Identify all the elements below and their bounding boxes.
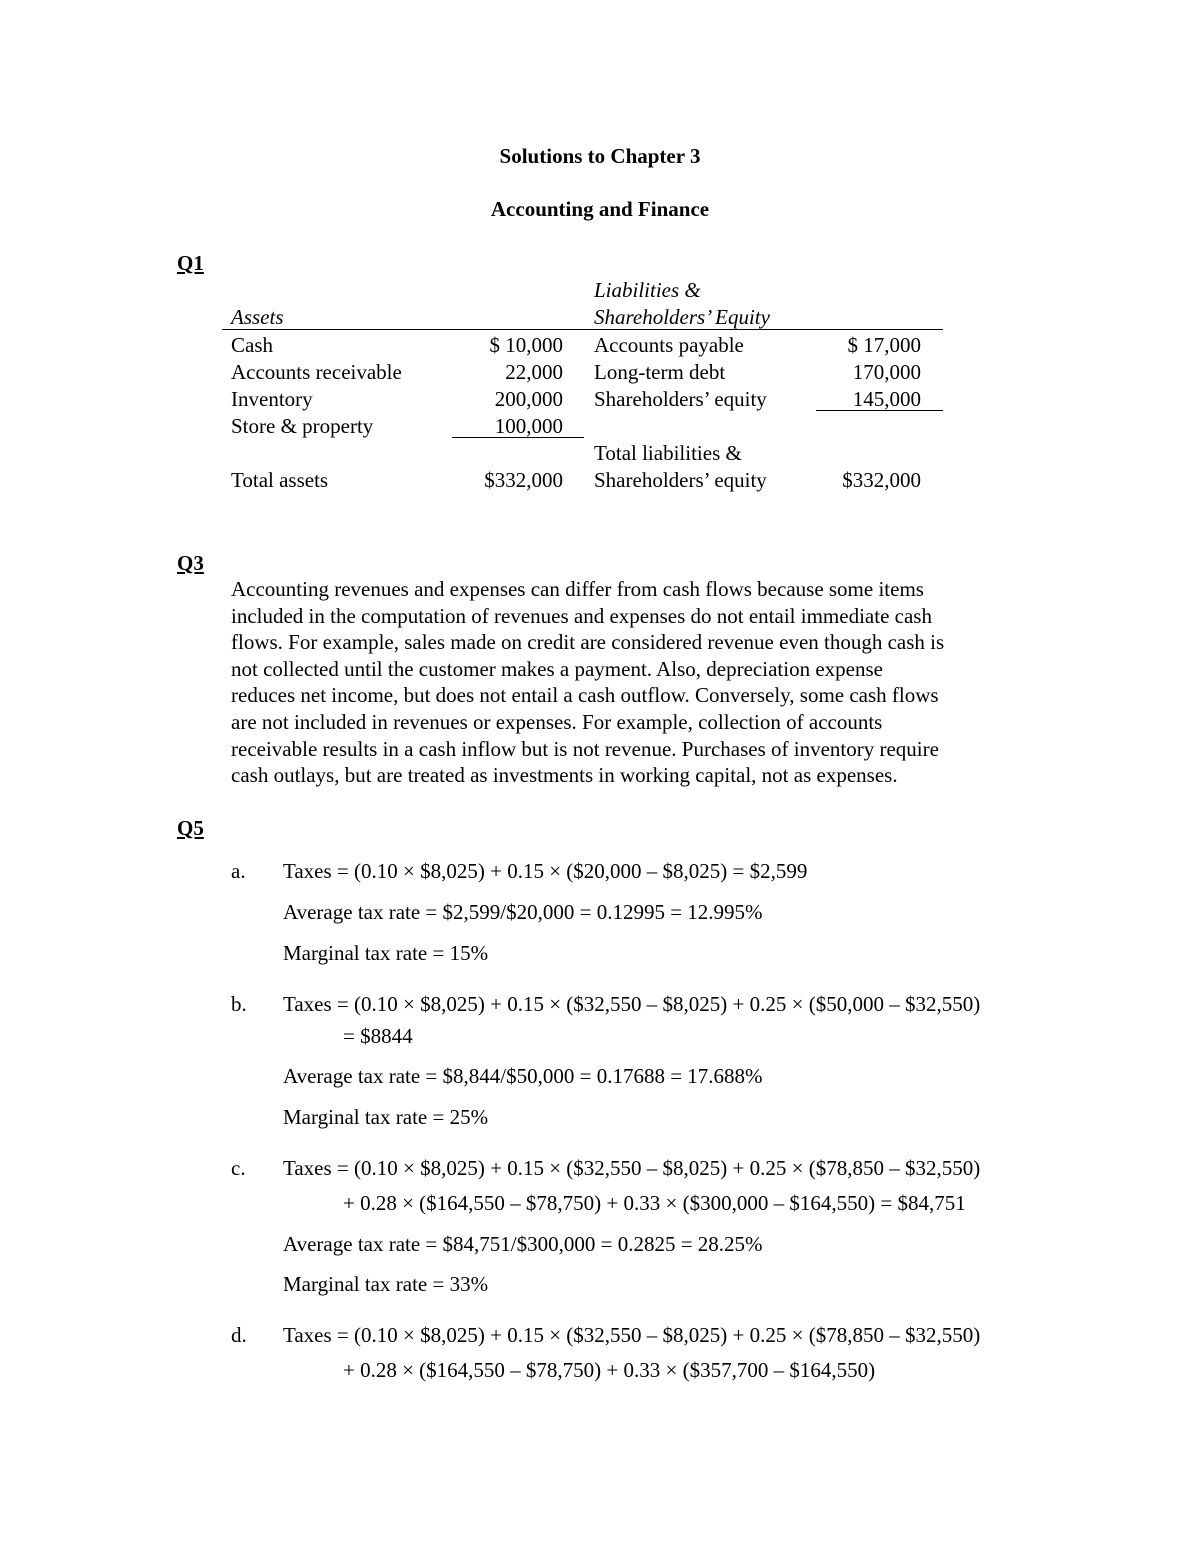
- part-a-letter: a.: [231, 859, 246, 883]
- total-liabilities-label-line2: Shareholders’ equity: [594, 468, 767, 492]
- part-d-taxes-line2: + 0.28 × ($164,550 – $78,750) + 0.33 × ($357,700 – $164,550): [343, 1358, 876, 1382]
- part-a-taxes: Taxes = (0.10 × $8,025) + 0.15 × ($20,000 – $8,025) = $2,599: [283, 859, 808, 883]
- paragraph-line: Accounting revenues and expenses can differ from cash flows because some items: [231, 577, 924, 601]
- part-d-taxes-line1: Taxes = (0.10 × $8,025) + 0.15 × ($32,550 – $8,025) + 0.25 × ($78,850 – $32,550): [283, 1323, 981, 1347]
- part-b-marginal-rate: Marginal tax rate = 25%: [283, 1105, 489, 1129]
- page-title: Solutions to Chapter 3: [499, 144, 701, 168]
- assets-subtotal-rule: [452, 437, 584, 438]
- asset-label: Inventory: [231, 387, 313, 411]
- part-d-letter: d.: [231, 1323, 247, 1347]
- part-b-letter: b.: [231, 992, 247, 1016]
- q5-heading: Q5: [177, 816, 204, 840]
- liability-value: 145,000: [852, 387, 921, 411]
- part-c-marginal-rate: Marginal tax rate = 33%: [283, 1272, 489, 1296]
- part-b-average-rate: Average tax rate = $8,844/$50,000 = 0.17688 = 17.688%: [283, 1064, 763, 1088]
- part-a-average-rate: Average tax rate = $2,599/$20,000 = 0.12995 = 12.995%: [283, 900, 763, 924]
- part-c-letter: c.: [231, 1156, 246, 1180]
- asset-value: 100,000: [494, 414, 563, 438]
- part-b-taxes-line2: = $8844: [343, 1024, 413, 1048]
- q3-heading: Q3: [177, 551, 204, 575]
- asset-value: 200,000: [494, 387, 563, 411]
- paragraph-line: reduces net income, but does not entail a cash outflow. Conversely, some cash flows: [231, 683, 939, 708]
- part-a-marginal-rate: Marginal tax rate = 15%: [283, 941, 489, 965]
- total-liabilities-label-line1: Total liabilities &: [594, 441, 742, 465]
- paragraph-line: cash outlays, but are treated as investments in working capital, not as expenses.: [231, 763, 898, 788]
- paragraph-line: receivable results in a cash inflow but is not revenue. Purchases of inventory require: [231, 736, 939, 761]
- paragraph-line: flows. For example, sales made on credit are considered revenue even though cash is: [231, 630, 945, 655]
- liabilities-subtotal-rule: [816, 410, 943, 411]
- part-c-taxes-line2: + 0.28 × ($164,550 – $78,750) + 0.33 × ($300,000 – $164,550) = $84,751: [343, 1191, 966, 1215]
- q3-paragraph: [231, 576, 1051, 789]
- asset-label: Store & property: [231, 414, 374, 438]
- total-assets-label: Total assets: [231, 468, 329, 492]
- liability-value: 170,000: [852, 360, 921, 384]
- asset-value: 22,000: [505, 360, 563, 384]
- header-rule: [222, 329, 943, 330]
- paragraph-line: not collected until the customer makes a payment. Also, depreciation expense: [231, 656, 883, 681]
- page-subtitle: Accounting and Finance: [490, 197, 710, 221]
- asset-label: Cash: [231, 333, 273, 357]
- liability-label: Shareholders’ equity: [594, 387, 767, 411]
- liabilities-header-line1: Liabilities &: [594, 278, 701, 302]
- part-b-taxes-line1: Taxes = (0.10 × $8,025) + 0.15 × ($32,550 – $8,025) + 0.25 × ($50,000 – $32,550): [283, 992, 981, 1016]
- part-c-average-rate: Average tax rate = $84,751/$300,000 = 0.2825 = 28.25%: [283, 1232, 763, 1256]
- assets-header: Assets: [231, 305, 284, 329]
- part-c-taxes-line1: Taxes = (0.10 × $8,025) + 0.15 × ($32,550 – $8,025) + 0.25 × ($78,850 – $32,550): [283, 1156, 981, 1180]
- q1-heading: Q1: [177, 251, 204, 275]
- total-assets-value: $332,000: [484, 468, 563, 492]
- liability-label: Accounts payable: [594, 333, 744, 357]
- total-liabilities-value: $332,000: [842, 468, 921, 492]
- paragraph-line: included in the computation of revenues and expenses do not entail immediate cash: [231, 603, 932, 628]
- asset-label: Accounts receivable: [231, 360, 402, 384]
- liabilities-header-line2: Shareholders’ Equity: [594, 305, 770, 329]
- paragraph-line: are not included in revenues or expenses. For example, collection of accounts: [231, 709, 883, 734]
- asset-value: $ 10,000: [489, 333, 563, 357]
- liability-value: $ 17,000: [847, 333, 921, 357]
- liability-label: Long-term debt: [594, 360, 726, 384]
